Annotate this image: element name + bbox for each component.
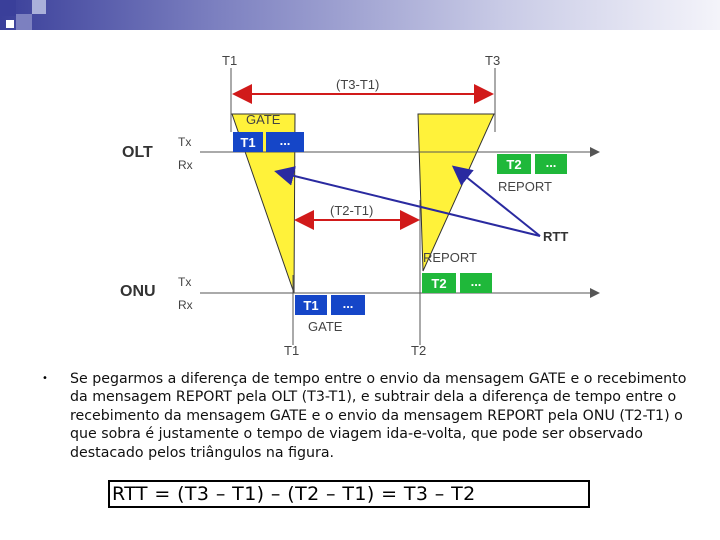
explanation-paragraph: Se pegarmos a diferença de tempo entre o envio da mensagem GATE e o recebimento da mensagem REPORT pela OLT (T3-T1), e subtrair dela a diferença de tempo entre o recebimento da mensagem GATE e o envio da mensagem REPORT pela ONU (T2-T1) o que sobra é justamente o tempo de viagem ida-e-volta, que pode ser observado destacado pelos triângulos na figura. (70, 371, 687, 461)
onu-rx-label: Rx (178, 298, 193, 312)
bottom-t1-label: T1 (284, 343, 300, 358)
onu-gate-t1-text: T1 (303, 298, 319, 313)
top-t1-label: T1 (222, 53, 238, 68)
rtt-formula: RTT = (T3 – T1) – (T2 – T1) = T3 – T2 (108, 480, 590, 508)
decor-square-2 (16, 14, 32, 30)
t3-t1-label: (T3-T1) (336, 77, 380, 92)
report-top-label: REPORT (498, 179, 552, 194)
decor-square-3 (32, 0, 46, 14)
olt-report-t2-text: T2 (506, 157, 522, 172)
bullet-marker: • (42, 373, 48, 384)
olt-report-more-text: ... (545, 155, 557, 170)
decor-square-1 (0, 0, 16, 16)
top-t3-label: T3 (485, 53, 501, 68)
report-propagation-triangle (418, 114, 494, 271)
rtt-timing-diagram (100, 40, 600, 360)
onu-report-more-text: ... (470, 274, 482, 289)
report-bottom-label: REPORT (423, 250, 477, 265)
olt-rx-label: Rx (178, 158, 193, 172)
onu-label: ONU (120, 283, 156, 300)
onu-tx-label: Tx (178, 275, 192, 289)
t2-t1-label: (T2-T1) (330, 203, 374, 218)
onu-report-t2-text: T2 (431, 276, 447, 291)
rtt-label: RTT (543, 229, 569, 244)
header-banner (0, 0, 720, 30)
bottom-t2-label: T2 (411, 343, 427, 358)
olt-tx-label: Tx (178, 135, 192, 149)
gate-top-label: GATE (246, 112, 281, 127)
olt-gate-more-text: ... (279, 133, 291, 148)
decor-square-4 (6, 20, 14, 28)
onu-gate-more-text: ... (342, 296, 354, 311)
gate-bottom-label: GATE (308, 319, 343, 334)
olt-gate-t1-text: T1 (240, 135, 256, 150)
olt-label: OLT (122, 144, 153, 161)
